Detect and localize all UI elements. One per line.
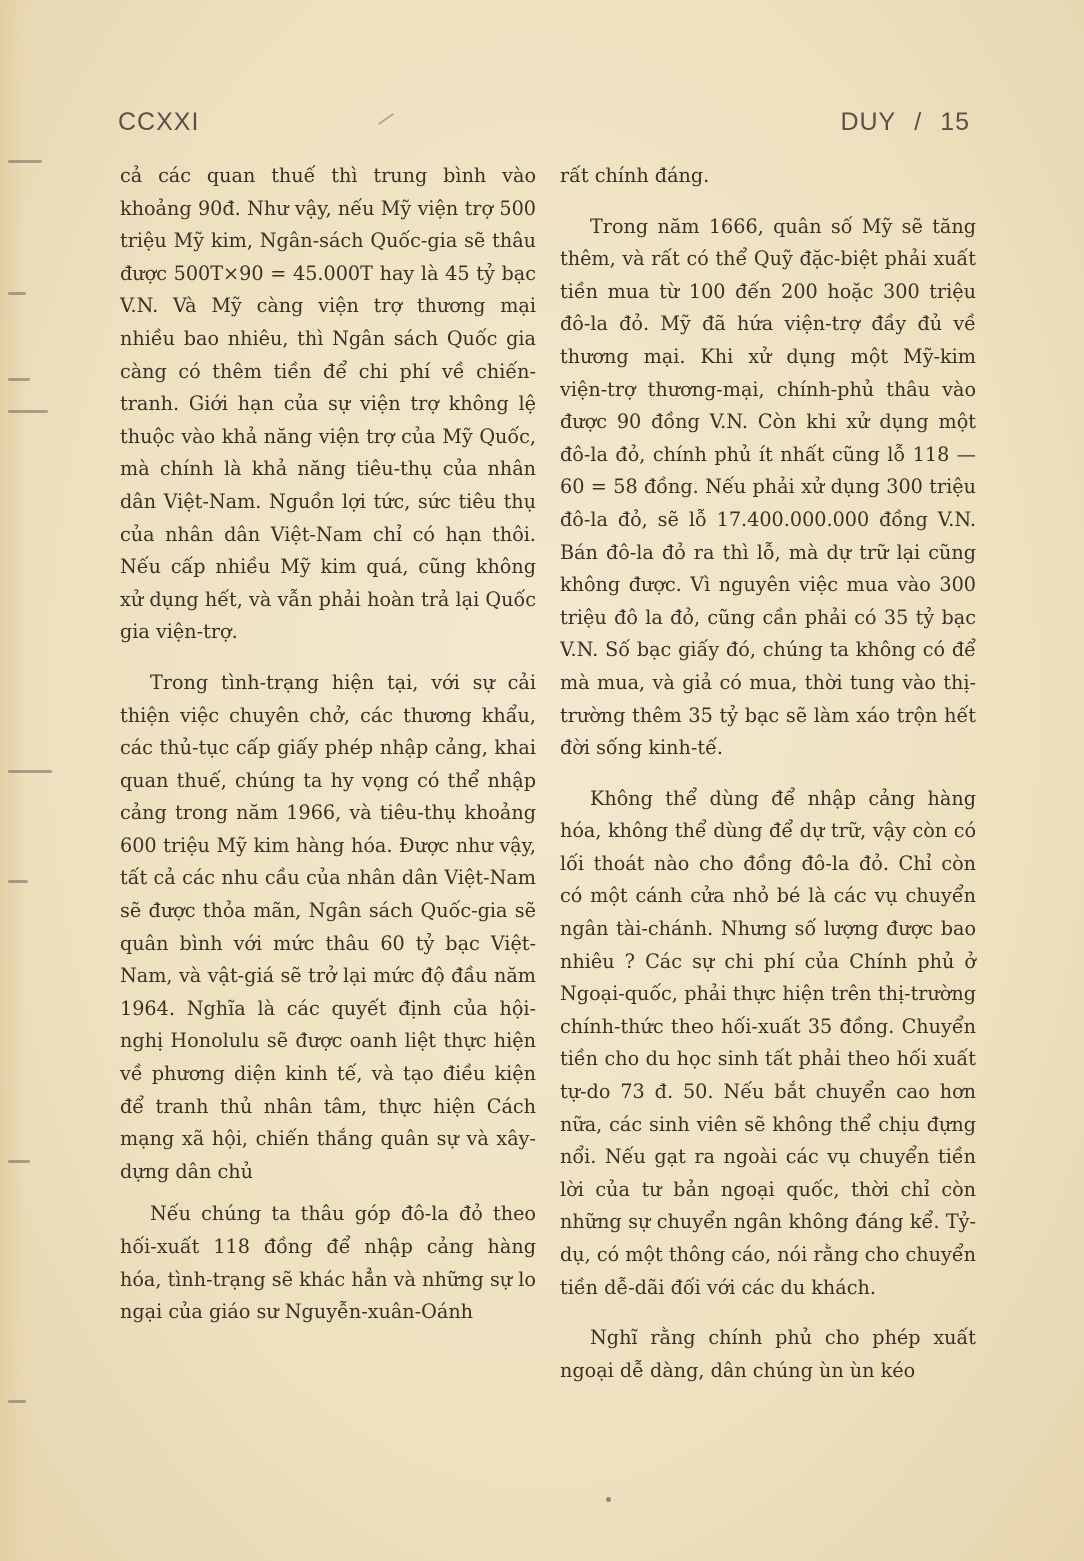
binding-hole-mark — [8, 880, 28, 883]
paragraph: rất chính đáng. — [560, 164, 710, 187]
binding-hole-mark — [8, 770, 52, 773]
binding-hole-mark — [8, 378, 30, 381]
page-number: 15 — [940, 108, 970, 136]
paragraph: Trong tình-trạng hiện tại, với sự cải thiện việc chuyên chở, các thương khẩu, các thủ-tục cấp giấy phép nhập cảng, khai quan thuế, chúng ta hy vọng có thể nhập cảng trong năm 1966, và tiêu-thụ khoảng 600 triệu Mỹ kim hàng hóa. Được như vậy, tất cả các nhu cầu của nhân dân Việt-Nam sẽ được thỏa mãn, Ngân sách Quốc-gia sẽ quân bình với mức thâu 60 tỷ bạc Việt-Nam, và vật-giá sẽ trở lại mức độ đầu năm 1964. Nghĩa là các quyết định của hội-nghị Honolulu sẽ được oanh liệt thực hiện về phương diện kinh tế, và tạo điều kiện để tranh thủ nhân tâm, thực hiện Cách mạng xã hội, chiến thắng quân sự và xây-dựng dân chủ — [120, 670, 536, 1183]
binding-hole-mark — [8, 292, 26, 295]
running-head-separator: / — [914, 108, 923, 136]
paragraph: Nghĩ rằng chính phủ cho phép xuất ngoại dễ dàng, dân chúng ùn ùn kéo — [560, 1326, 976, 1382]
binding-hole-mark — [8, 410, 48, 413]
binding-hole-mark — [8, 160, 42, 163]
paragraph: Trong năm 1666, quân số Mỹ sẽ tăng thêm, và rất có thể Quỹ đặc-biệt phải xuất tiền mua từ 100 đến 200 hoặc 300 triệu đô-la đỏ. Mỹ đã hứa viện-trợ đầy đủ về thương mại. Khi xử dụng một Mỹ-kim viện-trợ thương-mại, chính-phủ thâu vào được 90 đồng V.N. Còn khi xử dụng một đô-la đỏ, chính phủ ít nhất cũng lỗ 118 — 60 = 58 đồng. Nếu phải xử dụng 300 triệu đô-la đỏ, sẽ lỗ 17.400.000.000 đồng V.N. Bán đô-la đỏ ra thì lỗ, mà dự trữ lại cũng không được. Vì nguyên việc mua vào 300 triệu đô la đỏ, cũng cần phải có 35 tỷ bạc V.N. Số bạc giấy đó, chúng ta không có để mà mua, và giả có mua, thời tung vào thị-trường thêm 35 tỷ bạc sẽ làm xáo trộn hết đời sống kinh-tế. — [560, 214, 976, 760]
running-head-word: DUY — [840, 108, 897, 136]
ink-speck — [606, 1497, 611, 1502]
text-column-left — [120, 160, 536, 1329]
running-head-left: CCXXI — [118, 108, 200, 136]
binding-hole-mark — [8, 1160, 30, 1163]
paragraph: Nếu chúng ta thâu góp đô-la đỏ theo hối-xuất 118 đồng để nhập cảng hàng hóa, tình-trạng sẽ khác hẳn và những sự lo ngại của giáo sư Nguyễn-xuân-Oánh — [120, 1202, 536, 1324]
text-column-right — [560, 160, 976, 1387]
binding-hole-mark — [8, 1400, 26, 1403]
running-head-right — [840, 108, 970, 137]
paragraph: Không thể dùng để nhập cảng hàng hóa, không thể dùng để dự trữ, vậy còn có lối thoát nào cho đồng đô-la đỏ. Chỉ còn có một cánh cửa nhỏ bé là các vụ chuyển ngân tài-chánh. Nhưng số lượng được bao nhiêu ? Các sự chi phí của Chính phủ ở Ngoại-quốc, phải thực hiện trên thị-trường chính-thức theo hối-xuất 35 đồng. Chuyển tiền cho du học sinh tất phải theo hối xuất tự-do 73 đ. 50. Nếu bắt chuyển cao hơn nữa, các sinh viên sẽ không thể chịu đựng nổi. Nếu gạt ra ngoài các vụ chuyển tiền lời của tư bản ngoại quốc, thời chỉ còn những sự chuyển ngân không đáng kể. Tỷ-dụ, có một thông cáo, nói rằng cho chuyển tiền dễ-dãi đối với các du khách. — [560, 786, 976, 1299]
paragraph: cả các quan thuế thì trung bình vào khoảng 90đ. Như vậy, nếu Mỹ viện trợ 500 triệu Mỹ kim, Ngân-sách Quốc-gia sẽ thâu được 500T×90 = 45.000T hay là 45 tỷ bạc V.N. Và Mỹ càng viện trợ thương mại nhiều bao nhiêu, thì Ngân sách Quốc gia càng có thêm tiền để chi phí về chiến-tranh. Giới hạn của sự viện trợ không lệ thuộc vào khả năng viện trợ của Mỹ Quốc, mà chính là khả năng tiêu-thụ của nhân dân Việt-Nam. Nguồn lợi tức, sức tiêu thụ của nhân dân Việt-Nam chỉ có hạn thôi. Nếu cấp nhiều Mỹ kim quá, cũng không xử dụng hết, và vẫn phải hoàn trả lại Quốc gia viện-trợ. — [120, 164, 536, 644]
page-edge-shadow — [0, 0, 26, 1561]
page-header — [118, 108, 970, 148]
